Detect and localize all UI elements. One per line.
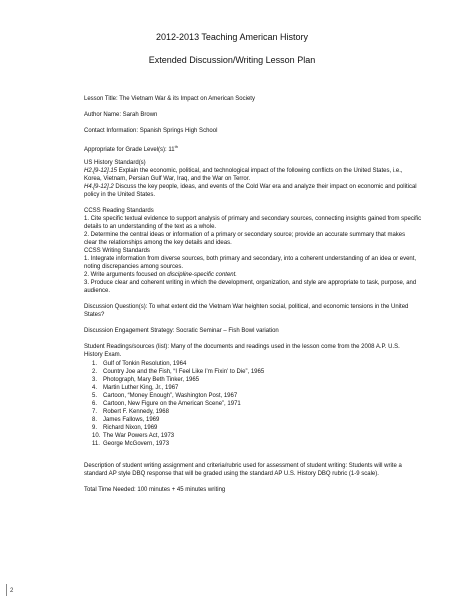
standard-h2-line-2: Korea, Vietnam, Persian Gulf War, Iraq, and the War on Terror. — [84, 176, 251, 182]
list-item — [92, 384, 264, 392]
contact-information: Contact Information: Spanish Springs High School — [84, 128, 218, 134]
reading-standard-1-line-1: 1. Cite specific textual evidence to support analysis of primary and secondary sources, connecting insights gained from specific — [84, 216, 422, 222]
list-item-number: 2. — [92, 369, 98, 375]
standard-h4-text: Discuss the key people, ideas, and events of the Cold War era and analyze their impact on economic and political — [113, 184, 417, 190]
list-item-text: Cartoon, “Money Enough”, Washington Post, 1967 — [103, 393, 238, 399]
readings-intro-line-2: History Exam. — [84, 352, 122, 358]
writing-standard-3-line-2: audience. — [84, 288, 111, 294]
standard-h4-line-1 — [84, 183, 417, 191]
standard-h2-text: Explain the economic, political, and technological impact of the following conflicts on the United States, i.e., — [117, 168, 403, 174]
list-item — [92, 376, 264, 384]
list-item-text: James Fallows, 1969 — [103, 417, 160, 423]
list-item — [92, 424, 264, 432]
list-item — [92, 400, 264, 408]
list-item-text: Country Joe and the Fish, “I Feel Like I’m Fixin’ to Die”, 1965 — [103, 369, 265, 375]
page-number: 2 — [10, 588, 14, 594]
readings-list — [92, 360, 264, 448]
ccss-reading-heading: CCSS Reading Standards — [84, 208, 154, 214]
ccss-writing-heading: CCSS Writing Standards — [84, 248, 150, 254]
list-item-number: 1. — [92, 361, 98, 367]
list-item — [92, 416, 264, 424]
writing-standard-2-italic: discipline-specific content. — [167, 272, 237, 278]
readings-intro-line-1: Student Readings/sources (list): Many of the documents and readings used in the lesson come from the 2008 A.P. U.S. — [84, 344, 400, 350]
list-item — [92, 360, 264, 368]
list-item — [92, 392, 264, 400]
list-item-text: Robert F. Kennedy, 1968 — [103, 409, 169, 415]
writing-description-line-1: Description of student writing assignment and criteria/rubric used for assessment of student writing: Students will write a — [84, 463, 402, 469]
list-item-number: 10. — [92, 433, 101, 439]
total-time: Total Time Needed: 100 minutes + 45 minutes writing — [84, 487, 226, 493]
reading-standard-1-line-2: details to an understanding of the text as a whole. — [84, 224, 217, 230]
standard-h4-code: H4.[9-12].2 — [84, 184, 114, 190]
list-item-number: 9. — [92, 425, 98, 431]
list-item-text: George McGovern, 1973 — [103, 441, 170, 447]
list-item-number: 3. — [92, 377, 98, 383]
author-name: Author Name: Sarah Brown — [84, 112, 158, 118]
reading-standard-2-line-2: clear the relationships among the key details and ideas. — [84, 240, 232, 246]
list-item-number: 8. — [92, 417, 98, 423]
grade-level — [84, 143, 178, 154]
list-item — [92, 368, 264, 376]
list-item-number: 6. — [92, 401, 98, 407]
list-item-text: Richard Nixon, 1969 — [103, 425, 158, 431]
lesson-title: Lesson Title: The Vietnam War & its Impact on American Society — [84, 96, 255, 102]
list-item — [92, 440, 264, 448]
discussion-question-line-1: Discussion Question(s): To what extent did the Vietnam War heighten social, political, and economic tensions in the United — [84, 304, 409, 310]
list-item-number: 4. — [92, 385, 98, 391]
list-item-text: Cartoon, New Figure on the American Scene”, 1971 — [103, 401, 241, 407]
reading-standard-2-line-1: 2. Determine the central ideas or information of a primary or secondary source; provide an accurate summary that makes — [84, 232, 406, 238]
document-subtitle: Extended Discussion/Writing Lesson Plan — [148, 55, 316, 65]
list-item — [92, 408, 264, 416]
standard-h2-code: H2.[9-12].15 — [84, 168, 118, 174]
list-item-text: Gulf of Tonkin Resolution, 1964 — [103, 361, 187, 367]
document-title: 2012-2013 Teaching American History — [156, 32, 308, 42]
writing-standard-3-line-1: 3. Produce clear and coherent writing in which the development, organization, and style are appropriate to task, purpose, and — [84, 280, 417, 286]
writing-description-line-2: standard AP style DBQ response that will be graded using the standard AP U.S. History DBQ rubric (1-9 scale). — [84, 471, 379, 477]
list-item-text: Photograph, Mary Beth Tinker, 1965 — [103, 377, 200, 383]
grade-level-text: Appropriate for Grade Level(s): 11 — [84, 147, 175, 153]
standard-h4-line-2: policy in the United States. — [84, 192, 156, 198]
list-item-number: 5. — [92, 393, 98, 399]
list-item-number: 7. — [92, 409, 98, 415]
list-item-text: The War Powers Act, 1973 — [103, 433, 175, 439]
list-item — [92, 432, 264, 440]
writing-standard-2-text: 2. Write arguments focused on — [84, 272, 168, 278]
writing-standard-1-line-2: noting discrepancies among sources. — [84, 264, 184, 270]
discussion-strategy: Discussion Engagement Strategy: Socratic Seminar – Fish Bowl variation — [84, 328, 279, 334]
list-item-number: 11. — [92, 441, 100, 447]
writing-standard-2 — [84, 271, 237, 279]
list-item-text: Martin Luther King, Jr., 1967 — [103, 385, 179, 391]
discussion-question-line-2: States? — [84, 312, 105, 318]
us-history-standards-heading: US History Standard(s) — [84, 160, 146, 166]
standard-h2-line-1 — [84, 167, 403, 175]
writing-standard-1-line-1: 1. Integrate information from diverse sources, both primary and secondary, into a coherent understanding of an idea or event, — [84, 256, 417, 262]
grade-level-suffix: th — [174, 144, 178, 149]
